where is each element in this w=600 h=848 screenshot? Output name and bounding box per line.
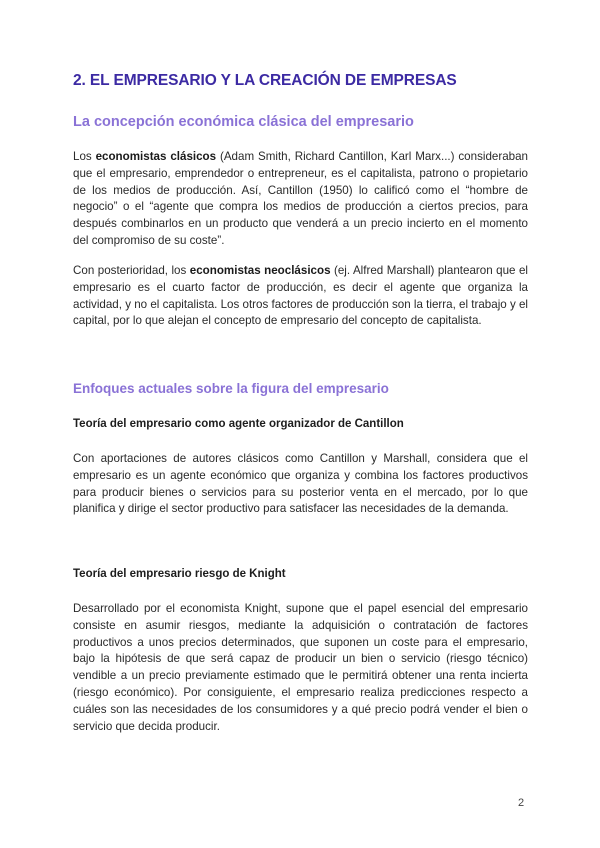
paragraph-text-pre: Con posterioridad, los bbox=[73, 264, 190, 277]
page-number: 2 bbox=[518, 797, 525, 809]
paragraph-cantillon-theory: Con aportaciones de autores clásicos como Cantillon y Marshall, considera que el empresario es un agente económico que organiza y combina los factores productivos para producir bienes o servicios para su posterior venta en el mercado, por lo que planifica y dirige el sector productivo para satisfacer las necesidades de la demanda. bbox=[73, 452, 528, 516]
bold-term-classic-economists: economistas clásicos bbox=[95, 150, 217, 163]
paragraph-knight-theory: Desarrollado por el economista Knight, supone que el papel esencial del empresario consiste en asumir riesgos, mediante la adquisición o contratación de factores productivos a unos precios determinados, que suponen un coste para el empresario, bajo la hipótesis de que será capaz de producir un bien o servicio (riesgo técnico) vendible a un precio previamente estimado que le permitirá obtener una renta incierta (riesgo económico). Por consiguiente, el empresario realiza predicciones respecto a cuáles son las necesidades de los consumidores y a qué precio podrá vender el bien o servicio que decida producir. bbox=[73, 602, 528, 733]
bold-term-neoclassic-economists: economistas neoclásicos bbox=[189, 264, 331, 277]
paragraph-classic-economists bbox=[73, 149, 528, 250]
paragraph-neoclassic-economists bbox=[73, 263, 528, 330]
heading-knight-theory: Teoría del empresario riesgo de Knight bbox=[73, 568, 286, 580]
subsection-title-classic: La concepción económica clásica del empresario bbox=[73, 114, 414, 130]
paragraph-text-post: (Adam Smith, Richard Cantillon, Karl Marx...) consideraban que el empresario, emprendedor o entrepreneur, es el capitalista, patrono o propietario de los medios de producción. Así, Cantillon (1950) lo calificó como el “hombre de negocio” o el “agente que compra los medios de producción a ciertos precios, para después combinarlos en un producto que venderá a un precio incierto en el momento del compromiso de su coste”. bbox=[73, 150, 528, 247]
subsection-title-current: Enfoques actuales sobre la figura del empresario bbox=[73, 381, 389, 396]
paragraph-text-pre: Los bbox=[73, 150, 96, 163]
section-title: 2. EL EMPRESARIO Y LA CREACIÓN DE EMPRESAS bbox=[73, 72, 457, 89]
paragraph-text-post: (ej. Alfred Marshall) plantearon que el empresario es el cuarto factor de producción, es decir el agente que organiza la actividad, y no el capitalista. Los otros factores de producción son la tierra, el trabajo y el capital, por lo que alejan el concepto de empresario del concepto de capitalista. bbox=[73, 264, 528, 328]
heading-cantillon-theory: Teoría del empresario como agente organizador de Cantillon bbox=[73, 418, 404, 430]
